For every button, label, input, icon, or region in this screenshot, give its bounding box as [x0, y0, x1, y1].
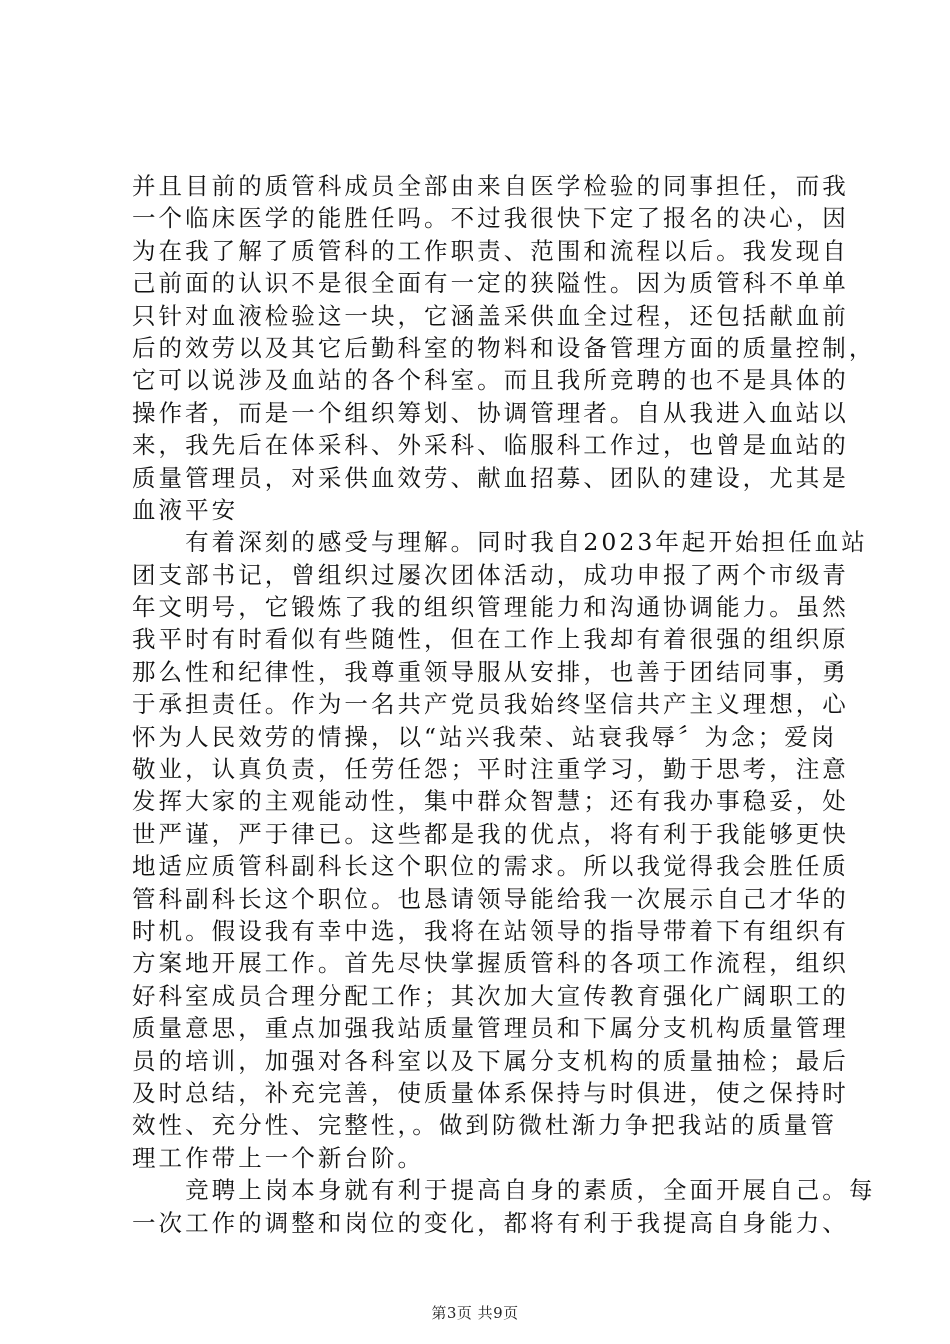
- text-line: 质量管理员，对采供血效劳、献血招募、团队的建设，尤其是: [132, 463, 849, 492]
- text-line: 好科室成员合理分配工作；其次加大宣传教育强化广阔职工的: [132, 981, 849, 1010]
- text-line: 来，我先后在体采科、外采科、临服科工作过，也曾是血站的: [132, 431, 849, 460]
- text-line: 员的培训，加强对各科室以及下属分支机构的质量抽检；最后: [132, 1046, 849, 1075]
- text-line: 我平时有时看似有些随性，但在工作上我却有着很强的组织原: [132, 625, 849, 654]
- text-line: 效性、充分性、完整性，。做到防微杜渐力争把我站的质量管: [132, 1111, 838, 1140]
- text-line: 操作者，而是一个组织筹划、协调管理者。自从我进入血站以: [132, 398, 849, 427]
- text-line: 管科副科长这个职位。也恳请领导能给我一次展示自己才华的: [132, 884, 849, 913]
- text-line: 它可以说涉及血站的各个科室。而且我所竞聘的也不是具体的: [132, 366, 849, 395]
- text-line: 于承担责任。作为一名共产党员我始终坚信共产主义理想，心: [132, 690, 849, 719]
- text-line: 一个临床医学的能胜任吗。不过我很快下定了报名的决心，因: [132, 204, 849, 233]
- text-line: 后的效劳以及其它后勤科室的物料和设备管理方面的质量控制，: [132, 333, 876, 362]
- text-line: 团支部书记，曾组织过屡次团体活动，成功申报了两个市级青: [132, 560, 849, 589]
- page-number-footer: 第3页 共9页: [431, 1304, 519, 1322]
- text-line: 年文明号，它锻炼了我的组织管理能力和沟通协调能力。虽然: [132, 593, 849, 622]
- text-line: 血液平安: [132, 495, 239, 524]
- text-line: 世严谨，严于律已。这些都是我的优点，将有利于我能够更快: [132, 819, 849, 848]
- text-line: 发挥大家的主观能动性，集中群众智慧；还有我办事稳妥，处: [132, 787, 849, 816]
- text-line: 为在我了解了质管科的工作职责、范围和流程以后。我发现自: [132, 236, 849, 265]
- text-line: 竞聘上岗本身就有利于提高自身的素质，全面开展自己。每: [132, 1176, 876, 1205]
- text-line: 地适应质管科副科长这个职位的需求。所以我觉得我会胜任质: [132, 852, 849, 881]
- text-line: 怀为人民效劳的情操，以“站兴我荣、站衰我辱〞为念；爱岗: [132, 722, 838, 751]
- text-line: 并且目前的质管科成员全部由来自医学检验的同事担任，而我: [132, 172, 849, 200]
- text-line: 理工作带上一个新台阶。: [132, 1143, 425, 1172]
- text-line: 方案地开展工作。首先尽快掌握质管科的各项工作流程，组织: [132, 949, 849, 978]
- text-line: 一次工作的调整和岗位的变化，都将有利于我提高自身能力、: [132, 1208, 849, 1237]
- text-line: 那么性和纪律性，我尊重领导服从安排，也善于团结同事，勇: [132, 657, 849, 686]
- body-text: [132, 170, 876, 1239]
- text-line: 质量意思，重点加强我站质量管理员和下属分支机构质量管理: [132, 1014, 849, 1043]
- text-line: 时机。假设我有幸中选，我将在站领导的指导带着下有组织有: [132, 916, 849, 945]
- text-line: 及时总结，补充完善，使质量体系保持与时俱进，使之保持时: [132, 1078, 849, 1107]
- text-line: 有着深刻的感受与理解。同时我自2023年起开始担任血站: [132, 528, 868, 557]
- text-line: 只针对血液检验这一块，它涵盖采供血全过程，还包括献血前: [132, 301, 849, 330]
- text-line: 敬业，认真负责，任劳任怨；平时注重学习，勤于思考，注意: [132, 755, 849, 784]
- text-line: 己前面的认识不是很全面有一定的狭隘性。因为质管科不单单: [132, 269, 849, 298]
